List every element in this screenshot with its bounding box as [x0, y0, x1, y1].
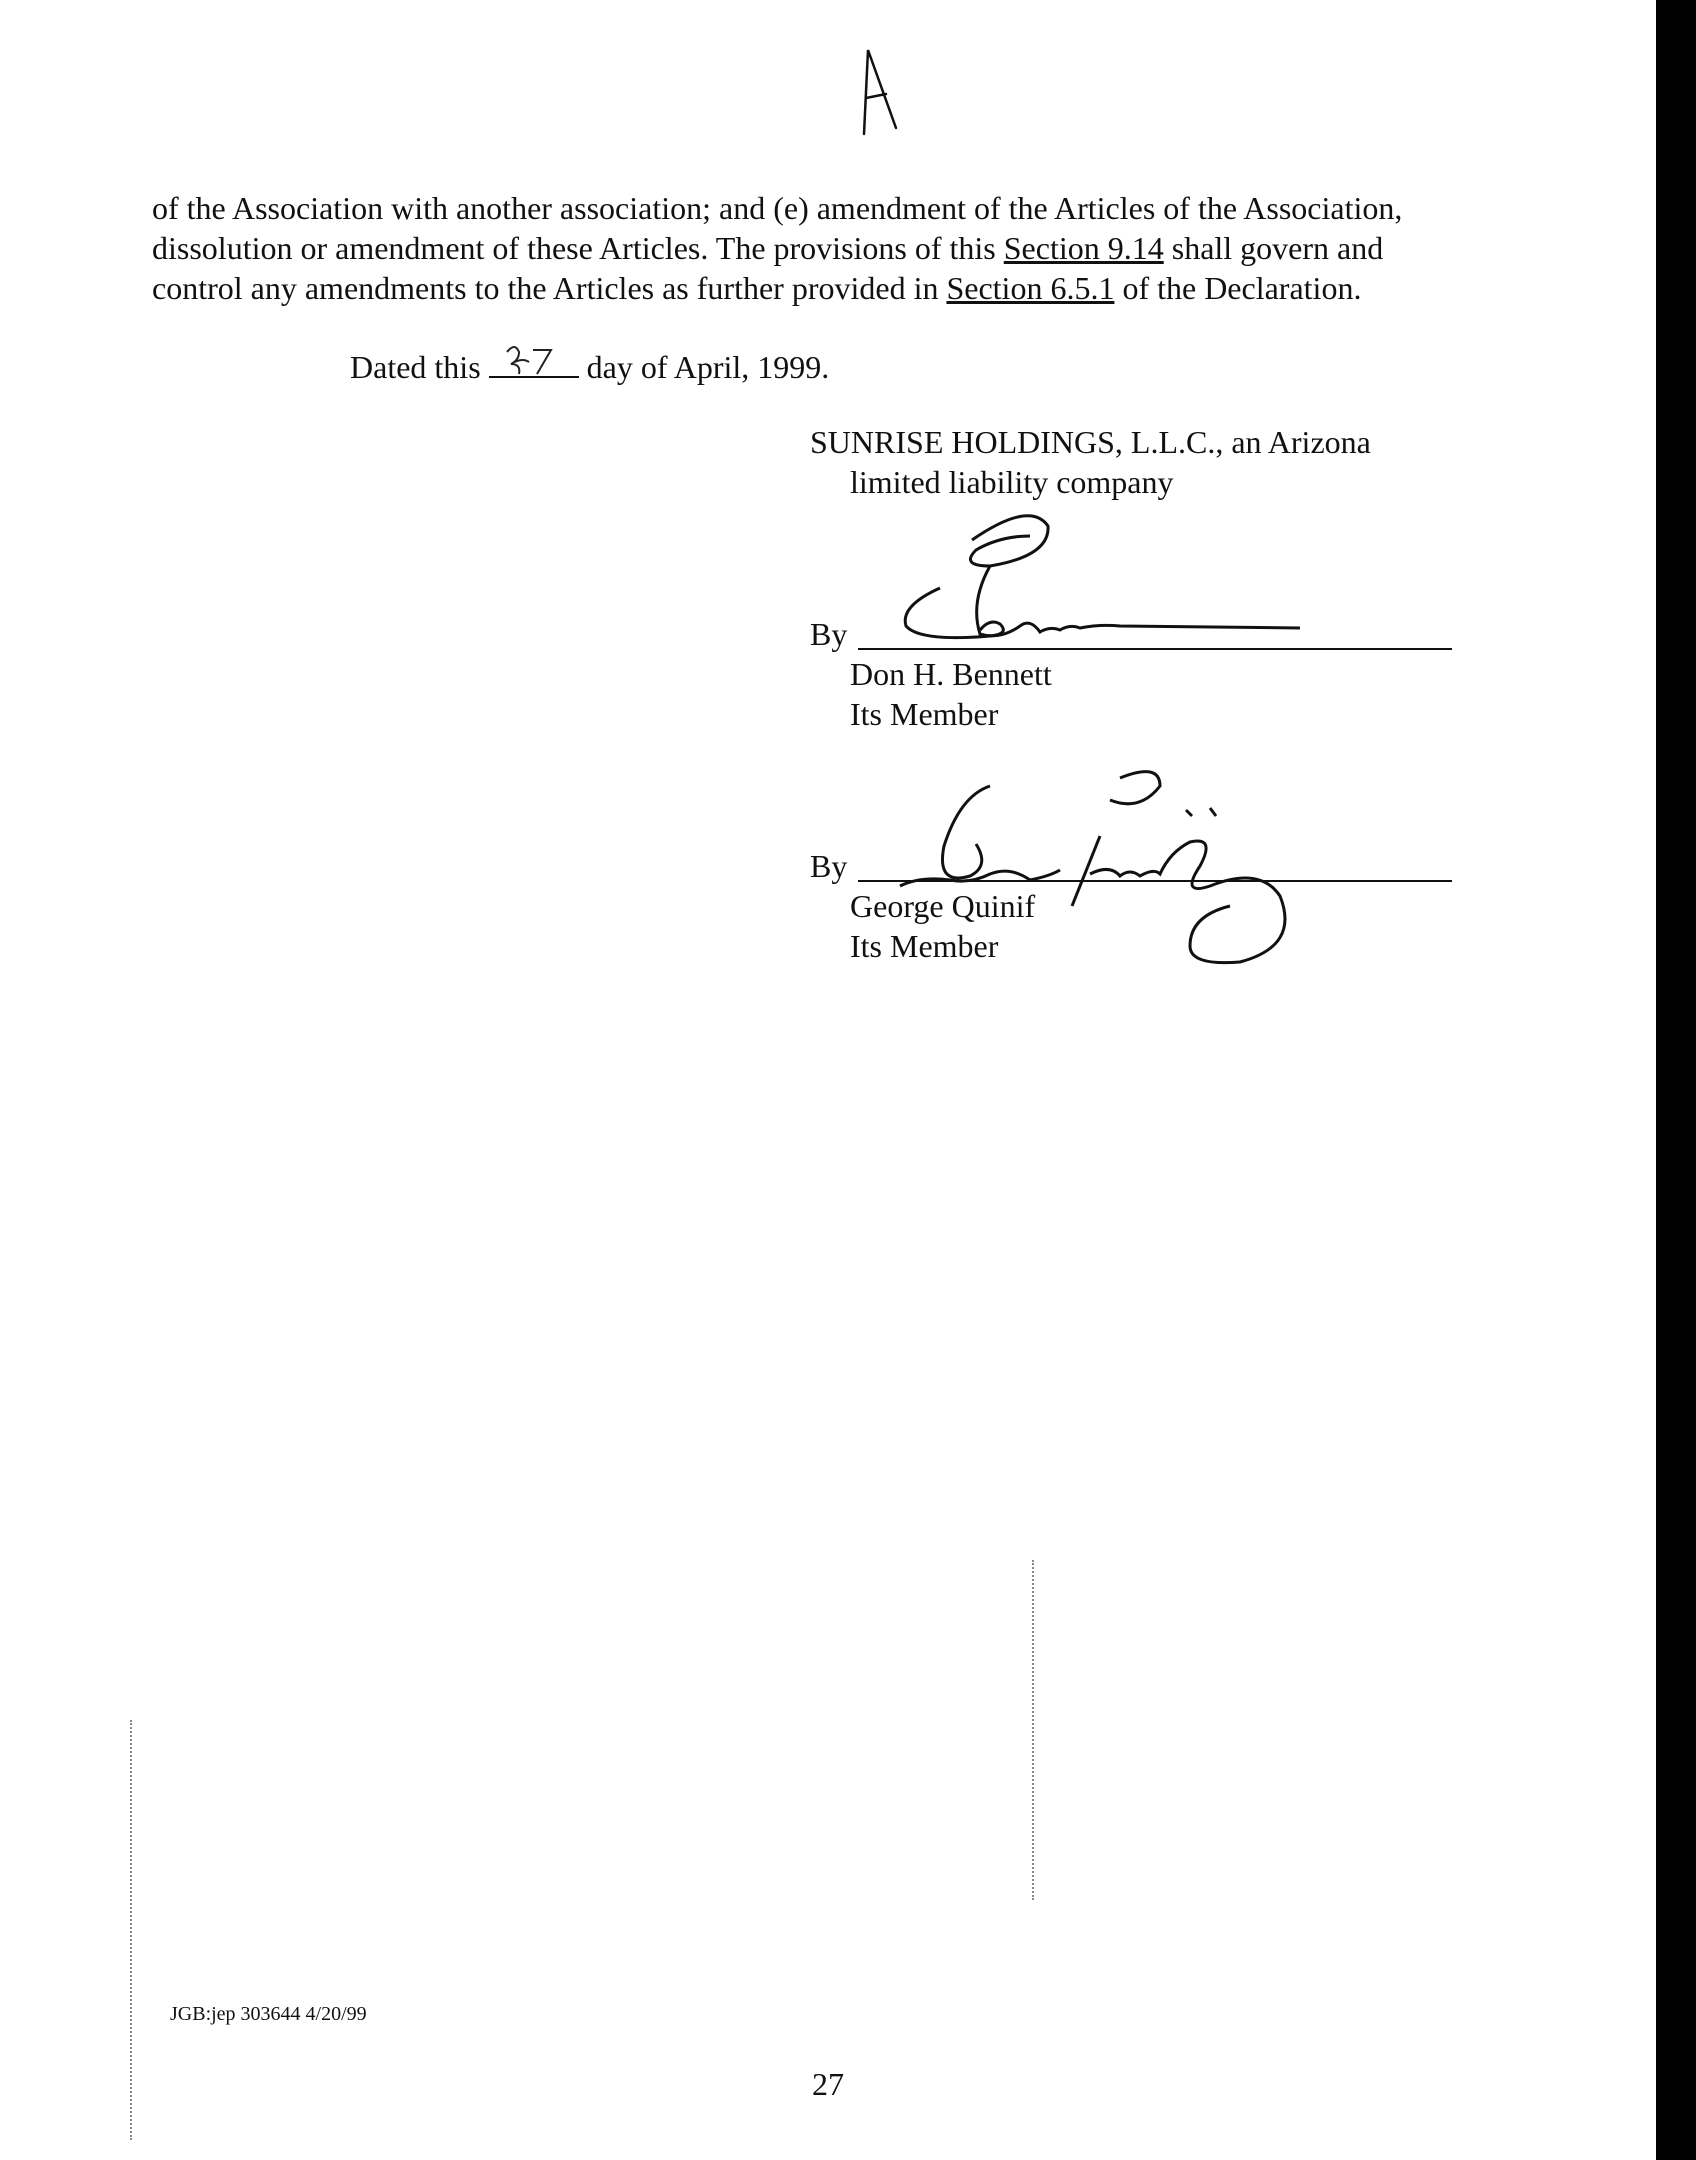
signatory-title: Its Member: [850, 928, 999, 964]
paragraph-line-3: [152, 268, 1472, 308]
handwritten-signature-1: [880, 506, 1320, 656]
body-paragraph: [152, 188, 1472, 308]
by-label: By: [810, 616, 848, 652]
page-number: 27: [812, 2066, 844, 2102]
handwritten-letter-mark: [850, 44, 910, 140]
paragraph-line-2-tail: shall govern and: [1163, 230, 1384, 266]
dated-suffix: day of April, 1999.: [586, 349, 830, 385]
paragraph-line-2-text: dissolution or amendment of these Articles. The provisions of this: [152, 230, 1004, 266]
entity-name: SUNRISE HOLDINGS, L.L.C., an Arizona: [810, 424, 1371, 460]
paragraph-line-1: of the Association with another association; and (e) amendment of the Articles of the Association,: [152, 190, 1403, 226]
day-blank: [489, 346, 579, 378]
section-reference-9-14: Section 9.14: [1003, 230, 1164, 266]
scan-edge-border: [1656, 0, 1696, 2160]
document-reference-code: JGB:jep 303644 4/20/99: [170, 2003, 367, 2025]
entity-block: [810, 422, 1371, 502]
signatory-name: Don H. Bennett: [850, 656, 1052, 692]
handwritten-signature-2: [860, 756, 1340, 976]
signatory-name: George Quinif: [850, 888, 1036, 924]
signatory-title: Its Member: [850, 696, 999, 732]
entity-description: limited liability company: [850, 464, 1174, 500]
scan-artifact-line: [1032, 1560, 1034, 1900]
paragraph-line-3-text: control any amendments to the Articles as further provided in: [152, 270, 947, 306]
section-reference-6-5-1: Section 6.5.1: [946, 270, 1115, 306]
dated-line: [350, 346, 829, 387]
dated-prefix: Dated this: [350, 349, 481, 385]
by-label: By: [810, 848, 848, 884]
paragraph-line-3-tail: of the Declaration.: [1114, 270, 1362, 306]
handwritten-day-number: [489, 340, 579, 380]
paragraph-line-2: [152, 228, 1472, 268]
